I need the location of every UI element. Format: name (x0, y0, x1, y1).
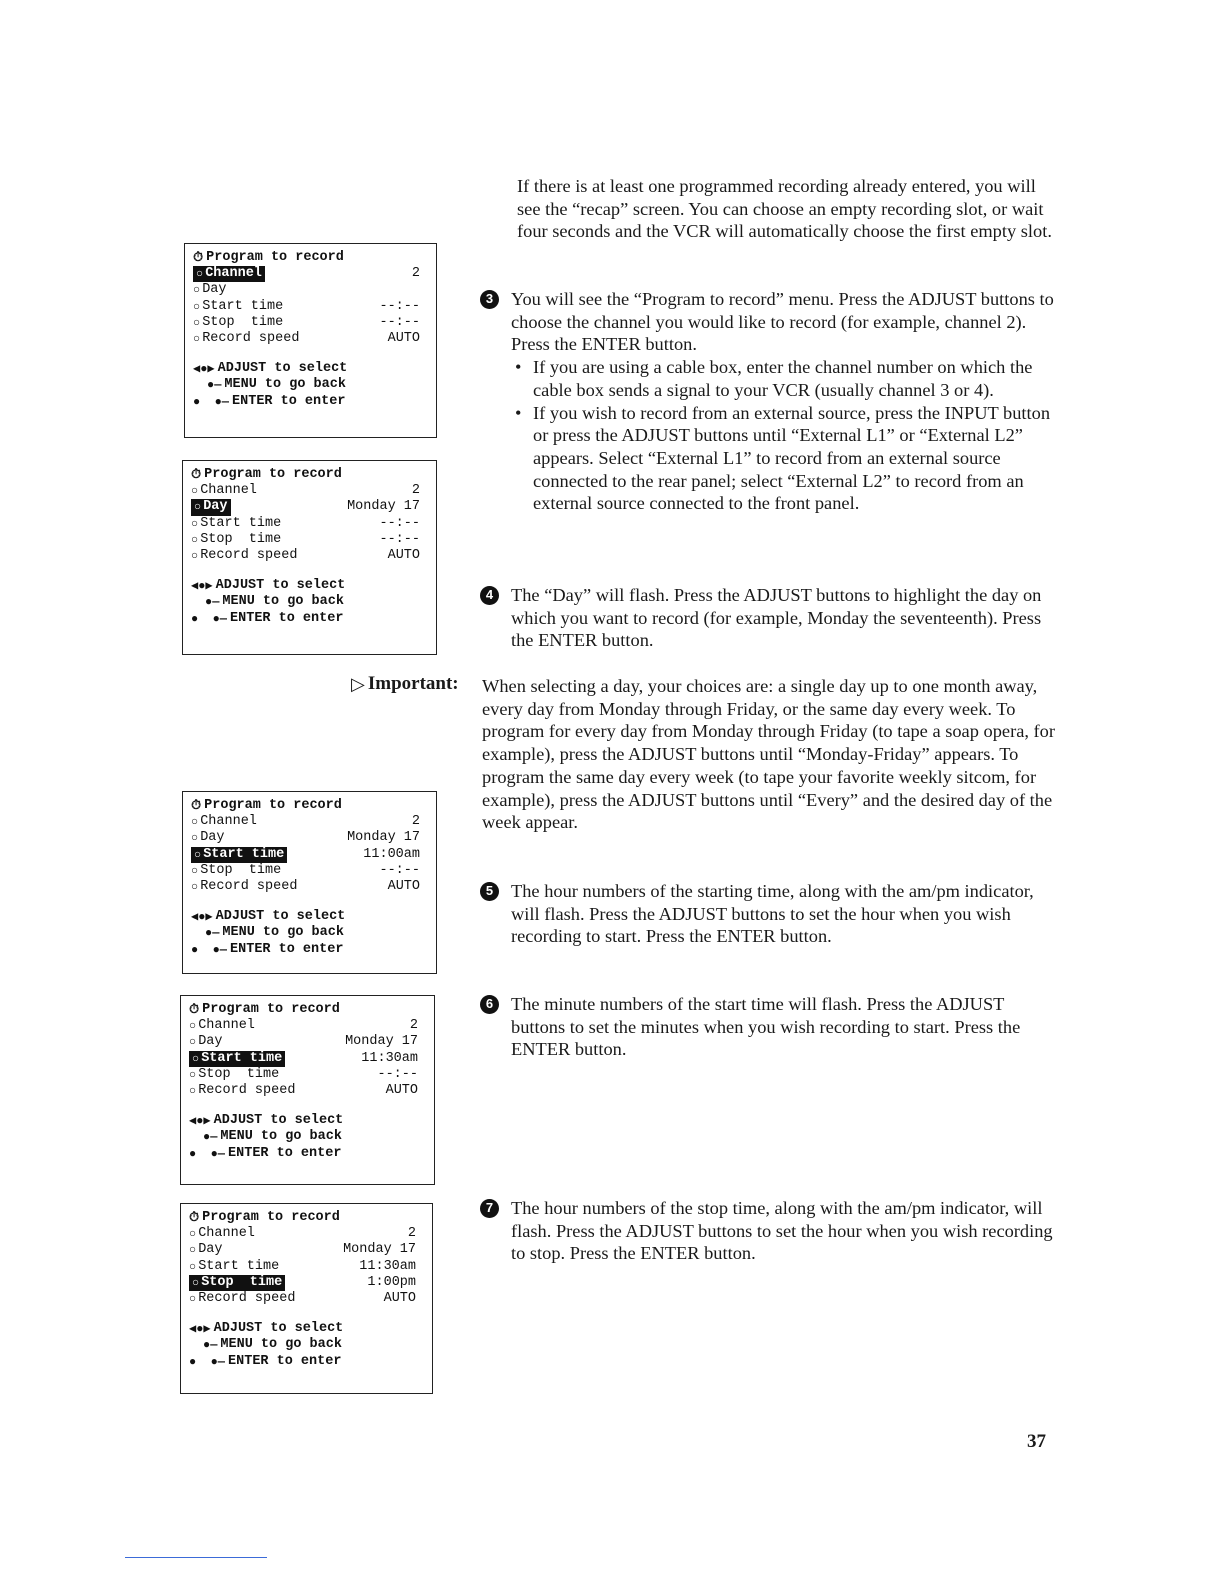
circle-bullet-icon: ○ (189, 1259, 197, 1274)
footer-rule (125, 1557, 267, 1558)
osd-row-start: ○ Start time 11:30am (189, 1258, 416, 1274)
osd-row-start: ○ Start time 11:00am (191, 847, 428, 863)
osd-row-stop: ○ Stop time --:-- (193, 314, 420, 330)
circle-bullet-icon: ○ (191, 880, 199, 895)
circle-bullet-icon: ○ (193, 315, 201, 330)
important-text: When selecting a day, your choices are: a single day up to one month away, every day from Monday through Friday, or the same day every week. To program for every day from Monday through Friday (to tape a soap opera, for example), press the ADJUST buttons until “Monday-Friday” appears. To program the same day every week (to tape your favorite weekly sitcom, for example), press the ADJUST buttons until “Every” and the desired day of the week appear. (482, 676, 1055, 833)
step-text: The hour numbers of the stop time, along with the am/pm indicator, will flash. Press the ADJUST buttons to set the hour when you wish recording to stop. Press the ENTER button. (511, 1198, 1053, 1264)
step-3 (480, 288, 1057, 515)
circle-bullet-icon: ○ (192, 1051, 200, 1066)
circle-bullet-icon: ○ (189, 1019, 197, 1034)
step-number-badge: 5 (480, 882, 499, 901)
adjust-arrows-icon: ◀●▶ (191, 910, 213, 925)
step-text: The hour numbers of the starting time, along with the am/pm indicator, will flash. Press the ADJUST buttons to set the hour when you wish recording to start. Press the ENTER button. (511, 881, 1034, 947)
circle-bullet-icon: ○ (191, 516, 199, 531)
osd-row-stop: ○ Stop time --:-- (191, 862, 420, 878)
step-number-badge: 3 (480, 290, 499, 309)
enter-button-icon: ● ●— (189, 1354, 226, 1369)
osd-nav: ◀●▶ ADJUST to select ●— MENU to go back ● ●— ENTER to enter (189, 1321, 344, 1369)
osd-row-speed: ○ Record speed AUTO (189, 1291, 416, 1307)
program-clock-icon: ⏱ (193, 250, 204, 265)
osd-row-start: ○ Start time --:-- (193, 298, 420, 314)
osd-row-channel: ○ Channel 2 (189, 1018, 418, 1034)
osd-row-channel: ○ Channel 2 (191, 814, 420, 830)
circle-bullet-icon: ○ (189, 1292, 197, 1307)
enter-button-icon: ● ●— (191, 942, 228, 957)
osd-nav: ◀●▶ ADJUST to select ●— MENU to go back ● ●— ENTER to enter (191, 578, 346, 626)
circle-bullet-icon: ○ (189, 1084, 197, 1099)
step-text: The “Day” will flash. Press the ADJUST buttons to highlight the day on which you want to record (for example, Monday the seventeenth). Press the ENTER button. (511, 585, 1042, 651)
circle-bullet-icon: ○ (191, 532, 199, 547)
circle-bullet-icon: ○ (189, 1035, 197, 1050)
osd-row-stop: ○ Stop time --:-- (189, 1066, 418, 1082)
osd-nav: ◀●▶ ADJUST to select ●— MENU to go back ● ●— ENTER to enter (191, 909, 346, 957)
circle-bullet-icon: ○ (193, 283, 201, 298)
adjust-arrows-icon: ◀●▶ (189, 1322, 211, 1337)
circle-bullet-icon: ○ (191, 831, 199, 846)
adjust-arrows-icon: ◀●▶ (189, 1114, 211, 1129)
step-text: You will see the “Program to record” menu. Press the ADJUST buttons to choose the channel you would like to record (for example, channel 2). Press the ENTER button. (511, 289, 1054, 355)
osd-row-day: ○ Day (193, 282, 227, 298)
list-item: • If you wish to record from an external source, press the INPUT button or press the ADJUST buttons until “External L1” or “External L2” appears. Select “External L1” to record from an external source connected to the rear panel; select “External L2” to record from an external source connected to the front panel. (533, 402, 1057, 516)
osd-row-day: ○ Day Monday 17 (189, 1242, 416, 1258)
osd-highlight: ○ Channel (193, 266, 265, 282)
adjust-arrows-icon: ◀●▶ (193, 362, 215, 377)
osd-row-start: ○ Start time 11:30am (189, 1051, 426, 1067)
osd-title: ⏱ Program to record (191, 467, 342, 482)
circle-bullet-icon: ○ (191, 863, 199, 878)
osd-nav: ◀●▶ ADJUST to select ●— MENU to go back ● ●— ENTER to enter (189, 1113, 344, 1161)
menu-button-icon: ●— (207, 378, 222, 393)
list-item: • If you are using a cable box, enter the channel number on which the cable box sends a signal to your VCR (usually channel 3 or 4). (533, 356, 1057, 401)
program-clock-icon: ⏱ (191, 467, 202, 482)
step-number-badge: 6 (480, 995, 499, 1014)
enter-button-icon: ● ●— (191, 611, 228, 626)
osd-row-day: ○ Day Monday 17 (191, 830, 420, 846)
osd-screen-start-minute (180, 995, 435, 1185)
osd-row-day: ○ Day Monday 17 (189, 1034, 418, 1050)
page-number: 37 (1027, 1431, 1046, 1452)
circle-bullet-icon: ○ (189, 1243, 197, 1258)
step-7 (480, 1197, 1057, 1265)
menu-button-icon: ●— (203, 1130, 218, 1145)
step-6 (480, 993, 1057, 1061)
osd-nav: ◀●▶ ADJUST to select ●— MENU to go back ● ●— ENTER to enter (193, 361, 348, 409)
osd-row-speed: ○ Record speed AUTO (193, 331, 420, 347)
step-number-badge: 4 (480, 586, 499, 605)
menu-button-icon: ●— (203, 1338, 218, 1353)
step-4 (480, 584, 1057, 652)
triangle-pointer-icon: ▷ (351, 673, 365, 694)
circle-bullet-icon: ○ (192, 1275, 200, 1290)
osd-screen-stop-hour (180, 1203, 433, 1394)
osd-row-speed: ○ Record speed AUTO (189, 1083, 418, 1099)
osd-title: ⏱ Program to record (189, 1002, 340, 1017)
osd-highlight: ○ Stop time (189, 1275, 285, 1291)
osd-row-channel: ○ Channel 2 (189, 1226, 416, 1242)
osd-screen-day (182, 460, 437, 655)
step-bullet-list (511, 356, 1057, 515)
osd-row-start: ○ Start time --:-- (191, 515, 420, 531)
osd-highlight: ○ Start time (189, 1051, 285, 1067)
circle-bullet-icon: ○ (193, 299, 201, 314)
step-5 (480, 880, 1057, 948)
osd-row-stop: ○ Stop time --:-- (191, 531, 420, 547)
program-clock-icon: ⏱ (189, 1210, 200, 1225)
circle-bullet-icon: ○ (189, 1227, 197, 1242)
osd-row-speed: ○ Record speed AUTO (191, 548, 420, 564)
step-number-badge: 7 (480, 1199, 499, 1218)
osd-highlight: ○ Day (191, 499, 231, 515)
osd-row-channel: ○ Channel 2 (193, 266, 428, 282)
circle-bullet-icon: ○ (191, 815, 199, 830)
osd-row-day: ○ Day Monday 17 (191, 499, 428, 515)
step-text: The minute numbers of the start time will flash. Press the ADJUST buttons to set the minutes when you wish recording to start. Press the ENTER button. (511, 994, 1021, 1060)
circle-bullet-icon: ○ (189, 1067, 197, 1082)
important-label: ▷ Important: (351, 673, 459, 694)
program-clock-icon: ⏱ (191, 798, 202, 813)
circle-bullet-icon: ○ (194, 500, 202, 515)
osd-screen-channel (184, 243, 437, 438)
circle-bullet-icon: ○ (191, 484, 199, 499)
osd-row-channel: ○ Channel 2 (191, 483, 420, 499)
circle-bullet-icon: ○ (196, 267, 204, 282)
program-clock-icon: ⏱ (189, 1002, 200, 1017)
menu-button-icon: ●— (205, 926, 220, 941)
osd-row-stop: ○ Stop time 1:00pm (189, 1275, 424, 1291)
intro-paragraph: If there is at least one programmed recording already entered, you will see the “recap” screen. You can choose an empty recording slot, or wait four seconds and the VCR will automatically choose the first empty slot. (517, 176, 1052, 242)
enter-button-icon: ● ●— (193, 394, 230, 409)
adjust-arrows-icon: ◀●▶ (191, 579, 213, 594)
osd-title: ⏱ Program to record (191, 798, 342, 813)
enter-button-icon: ● ●— (189, 1146, 226, 1161)
circle-bullet-icon: ○ (194, 847, 202, 862)
osd-title: ⏱ Program to record (193, 250, 344, 265)
osd-row-speed: ○ Record speed AUTO (191, 879, 420, 895)
osd-title: ⏱ Program to record (189, 1210, 340, 1225)
osd-highlight: ○ Start time (191, 847, 287, 863)
circle-bullet-icon: ○ (191, 549, 199, 564)
menu-button-icon: ●— (205, 595, 220, 610)
circle-bullet-icon: ○ (193, 332, 201, 347)
osd-screen-start-hour (182, 791, 437, 974)
